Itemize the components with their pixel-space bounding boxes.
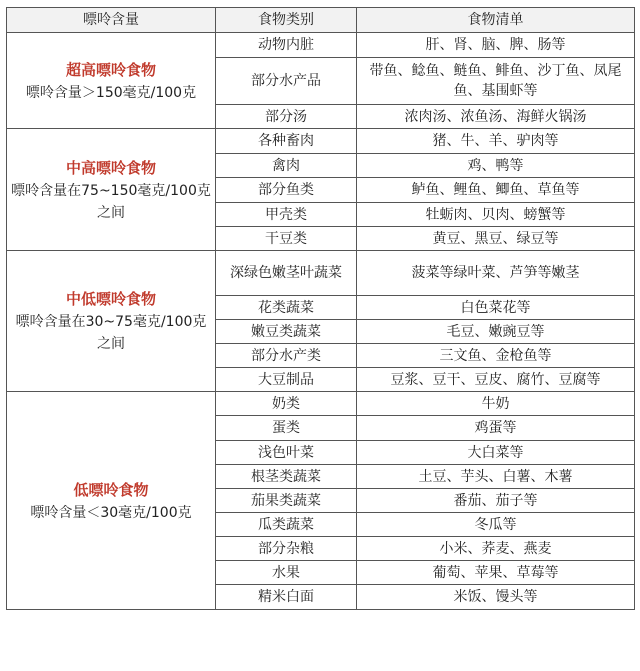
food-category-cell: 水果 [216, 561, 357, 585]
table-row [7, 33, 635, 58]
purine-level-range: 嘌呤含量＞150毫克/100克 [25, 84, 197, 101]
purine-level-title: 低嘌呤食物 [73, 480, 149, 499]
purine-level-cell [7, 129, 216, 251]
food-list-cell: 鸡蛋等 [357, 416, 635, 441]
food-list-cell: 土豆、芋头、白薯、木薯 [357, 465, 635, 489]
table-body [7, 33, 635, 610]
purine-level-title: 中低嘌呤食物 [65, 290, 156, 308]
food-list-cell: 黄豆、黑豆、绿豆等 [357, 227, 635, 251]
food-category-cell: 蛋类 [216, 416, 357, 441]
purine-level-range: 嘌呤含量＜30毫克/100克 [30, 504, 192, 521]
food-category-cell: 甲壳类 [216, 203, 357, 227]
food-list-cell: 葡萄、苹果、草莓等 [357, 561, 635, 585]
food-list-cell: 浓肉汤、浓鱼汤、海鲜火锅汤 [357, 105, 635, 129]
header-purine-content: 嘌呤含量 [7, 8, 216, 33]
table-row [7, 392, 635, 416]
food-category-cell: 瓜类蔬菜 [216, 513, 357, 537]
food-category-cell: 动物内脏 [216, 33, 357, 58]
purine-table [6, 7, 635, 610]
purine-level-cell [7, 251, 216, 392]
purine-level-range: 嘌呤含量在30~75毫克/100克之间 [15, 314, 207, 352]
purine-level-range: 嘌呤含量在75~150毫克/100克之间 [11, 182, 211, 221]
food-category-cell: 部分鱼类 [216, 178, 357, 203]
table-row [7, 251, 635, 296]
food-list-cell: 小米、荞麦、燕麦 [357, 537, 635, 561]
food-list-cell: 鸡、鸭等 [357, 154, 635, 178]
food-list-cell: 菠菜等绿叶菜、芦笋等嫩茎 [357, 251, 635, 296]
food-category-cell: 嫩豆类蔬菜 [216, 320, 357, 344]
food-category-cell: 部分水产品 [216, 58, 357, 105]
header-food-list: 食物清单 [357, 8, 635, 33]
food-category-cell: 茄果类蔬菜 [216, 489, 357, 513]
food-list-cell: 豆浆、豆干、豆皮、腐竹、豆腐等 [357, 368, 635, 392]
food-list-cell: 三文鱼、金枪鱼等 [357, 344, 635, 368]
food-list-cell: 白色菜花等 [357, 296, 635, 320]
purine-level-title: 中高嘌呤食物 [65, 158, 156, 177]
food-category-cell: 各种畜肉 [216, 129, 357, 154]
food-category-cell: 浅色叶菜 [216, 441, 357, 465]
food-category-cell: 部分汤 [216, 105, 357, 129]
table-row [7, 129, 635, 154]
food-list-cell: 鲈鱼、鲤鱼、鲫鱼、草鱼等 [357, 178, 635, 203]
food-category-cell: 部分水产类 [216, 344, 357, 368]
food-list-cell: 牡蛎肉、贝肉、螃蟹等 [357, 203, 635, 227]
food-category-cell: 干豆类 [216, 227, 357, 251]
purine-level-cell [7, 33, 216, 129]
purine-level-title: 超高嘌呤食物 [65, 60, 156, 79]
food-category-cell: 部分杂粮 [216, 537, 357, 561]
food-list-cell: 猪、牛、羊、驴肉等 [357, 129, 635, 154]
food-list-cell: 大白菜等 [357, 441, 635, 465]
food-category-cell: 精米白面 [216, 585, 357, 610]
header-food-category: 食物类别 [216, 8, 357, 33]
food-list-cell: 冬瓜等 [357, 513, 635, 537]
food-category-cell: 花类蔬菜 [216, 296, 357, 320]
food-category-cell: 禽肉 [216, 154, 357, 178]
food-category-cell: 大豆制品 [216, 368, 357, 392]
food-category-cell: 奶类 [216, 392, 357, 416]
food-list-cell: 肝、肾、脑、脾、肠等 [357, 33, 635, 58]
food-list-cell: 番茄、茄子等 [357, 489, 635, 513]
purine-level-cell [7, 392, 216, 610]
food-list-cell: 带鱼、鲶鱼、鲢鱼、鲱鱼、沙丁鱼、凤尾鱼、基围虾等 [357, 58, 635, 105]
header-row [7, 8, 635, 33]
food-list-cell: 牛奶 [357, 392, 635, 416]
food-category-cell: 根茎类蔬菜 [216, 465, 357, 489]
food-list-cell: 毛豆、嫩豌豆等 [357, 320, 635, 344]
food-list-cell: 米饭、馒头等 [357, 585, 635, 610]
food-category-cell: 深绿色嫩茎叶蔬菜 [216, 251, 357, 296]
